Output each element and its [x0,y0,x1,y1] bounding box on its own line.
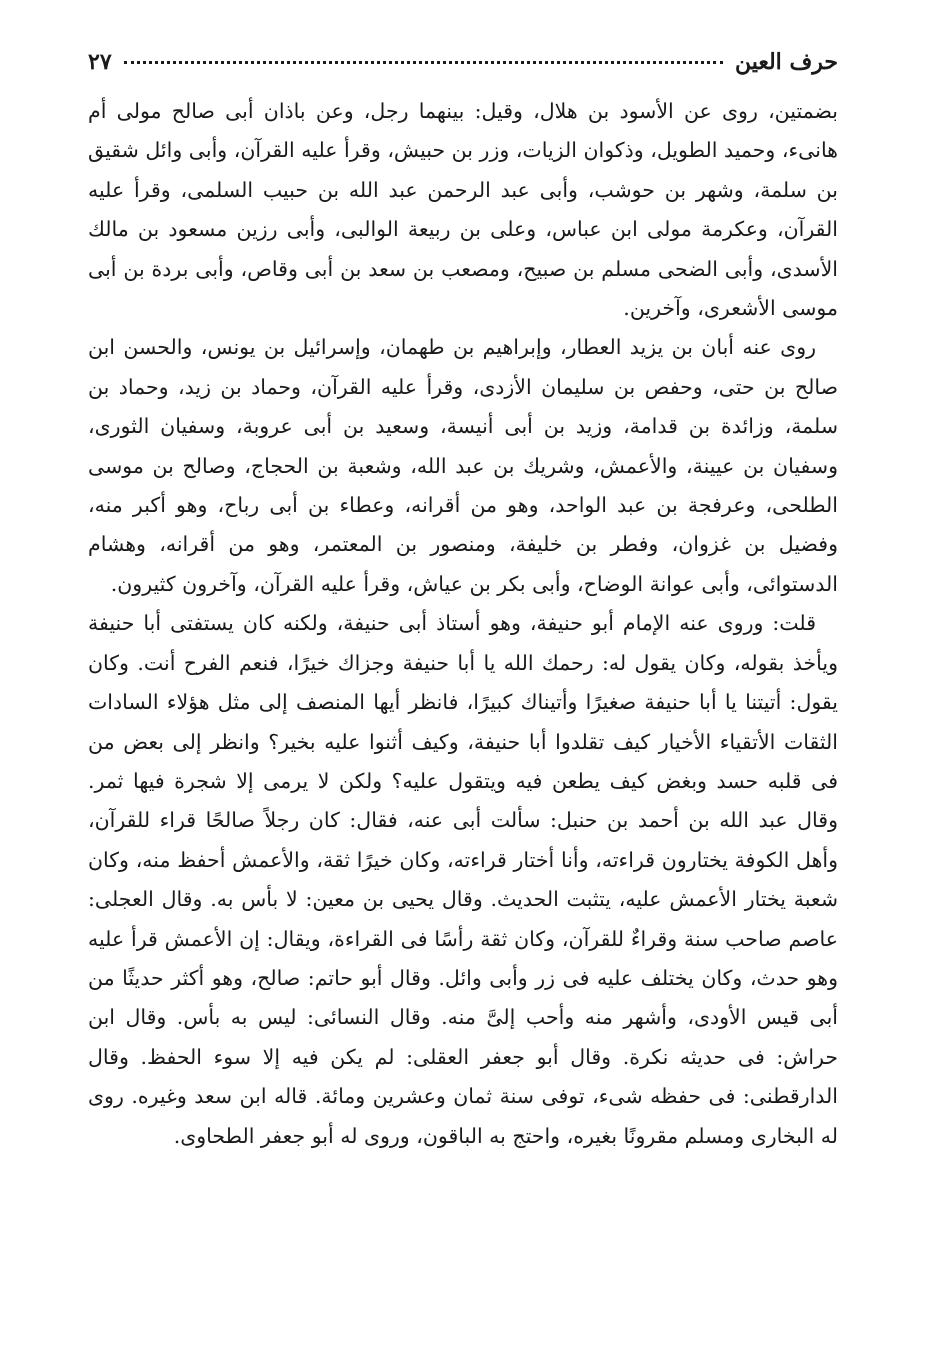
running-header [88,40,838,84]
dot-leader [124,61,723,64]
book-page [88,40,838,1340]
page-number: ٢٧ [88,49,112,75]
chapter-title: حرف العين [734,49,838,75]
paragraph: قلت: وروى عنه الإمام أبو حنيفة، وهو أستاذ أبى حنيفة، ولكنه كان يستفتى أبا حنيفة ويأخذ بقوله، وكان يقول له: رحمك الله يا أبا حنيفة وجزاك خيرًا، فنعم الفرح أنت. وكان يقول: أتيتنا يا أبا حنيفة صغيرًا وأتيناك كبيرًا، فانظر أيها المنصف إلى مثل هؤلاء السادات الثقات الأتقياء الأخيار كيف تقلدوا أبا حنيفة، وكيف أثنوا عليه بخير؟ وانظر إلى بعض من فى قلبه حسد وبغض كيف يطعن فيه ويتقول عليه؟ ولكن لا يرمى إلا شجرة فيها ثمر. وقال عبد الله بن أحمد بن حنبل: سألت أبى عنه، فقال: كان رجلاً صالحًا قراء للقرآن، وأهل الكوفة يختارون قراءته، وأنا أختار قراءته، وكان خيرًا ثقة، والأعمش أحفظ منه، وكان شعبة يختار الأعمش عليه، يتثبت الحديث. وقال يحيى بن معين: لا بأس به. وقال العجلى: عاصم صاحب سنة وقراءٌ للقرآن، وكان ثقة رأسًا فى القراءة، ويقال: إن الأعمش قرأ عليه وهو حدث، وكان يختلف عليه فى زر وأبى وائل. وقال أبو حاتم: صالح، وهو أكثر حديثًا من أبى قيس الأودى، وأشهر منه وأحب إلىَّ منه. وقال النسائى: ليس به بأس. وقال ابن حراش: فى حديثه نكرة. وقال أبو جعفر العقلى: لم يكن فيه إلا سوء الحفظ. وقال الدارقطنى: فى حفظه شىء، توفى سنة ثمان وعشرين ومائة. قاله ابن سعد وغيره. روى له البخارى ومسلم مقرونًا بغيره، واحتج به الباقون، وروى له أبو جعفر الطحاوى. [88,611,838,1148]
paragraph: بضمتين، روى عن الأسود بن هلال، وقيل: بينهما رجل، وعن باذان أبى صالح مولى أم هانىء، وحميد الطويل، وذكوان الزيات، وزر بن حبيش، وقرأ عليه القرآن، وأبى وائل شقيق بن سلمة، وشهر بن حوشب، وأبى عبد الرحمن عبد الله بن حبيب السلمى، وقرأ عليه القرآن، وعكرمة مولى ابن عباس، وعلى بن ربيعة الوالبى، وأبى رزين مسعود بن مالك الأسدى، وأبى الضحى مسلم بن صبيح، ومصعب بن سعد بن أبى وقاص، وأبى بردة بن أبى موسى الأشعرى، وآخرين. [88,99,838,321]
body-text [88,92,838,1156]
paragraph: روى عنه أبان بن يزيد العطار، وإبراهيم بن طهمان، وإسرائيل بن يونس، والحسن ابن صالح بن حتى، وحفص بن سليمان الأزدى، وقرأ عليه القرآن، وحماد بن زيد، وحماد بن سلمة، وزائدة بن قدامة، وزيد بن أبى أنيسة، وسعيد بن أبى عروبة، وسفيان الثورى، وسفيان بن عيينة، والأعمش، وشريك بن عبد الله، وشعبة بن الحجاج، وصالح بن موسى الطلحى، وعرفجة بن عبد الواحد، وهو من أقرانه، وعطاء بن أبى رباح، وهو أكبر منه، وفضيل بن غزوان، وفطر بن خليفة، ومنصور بن المعتمر، وهو من أقرانه، وهشام الدستوائى، وأبى عوانة الوضاح، وأبى بكر بن عياش، وقرأ عليه القرآن، وآخرون كثيرون. [88,335,838,596]
